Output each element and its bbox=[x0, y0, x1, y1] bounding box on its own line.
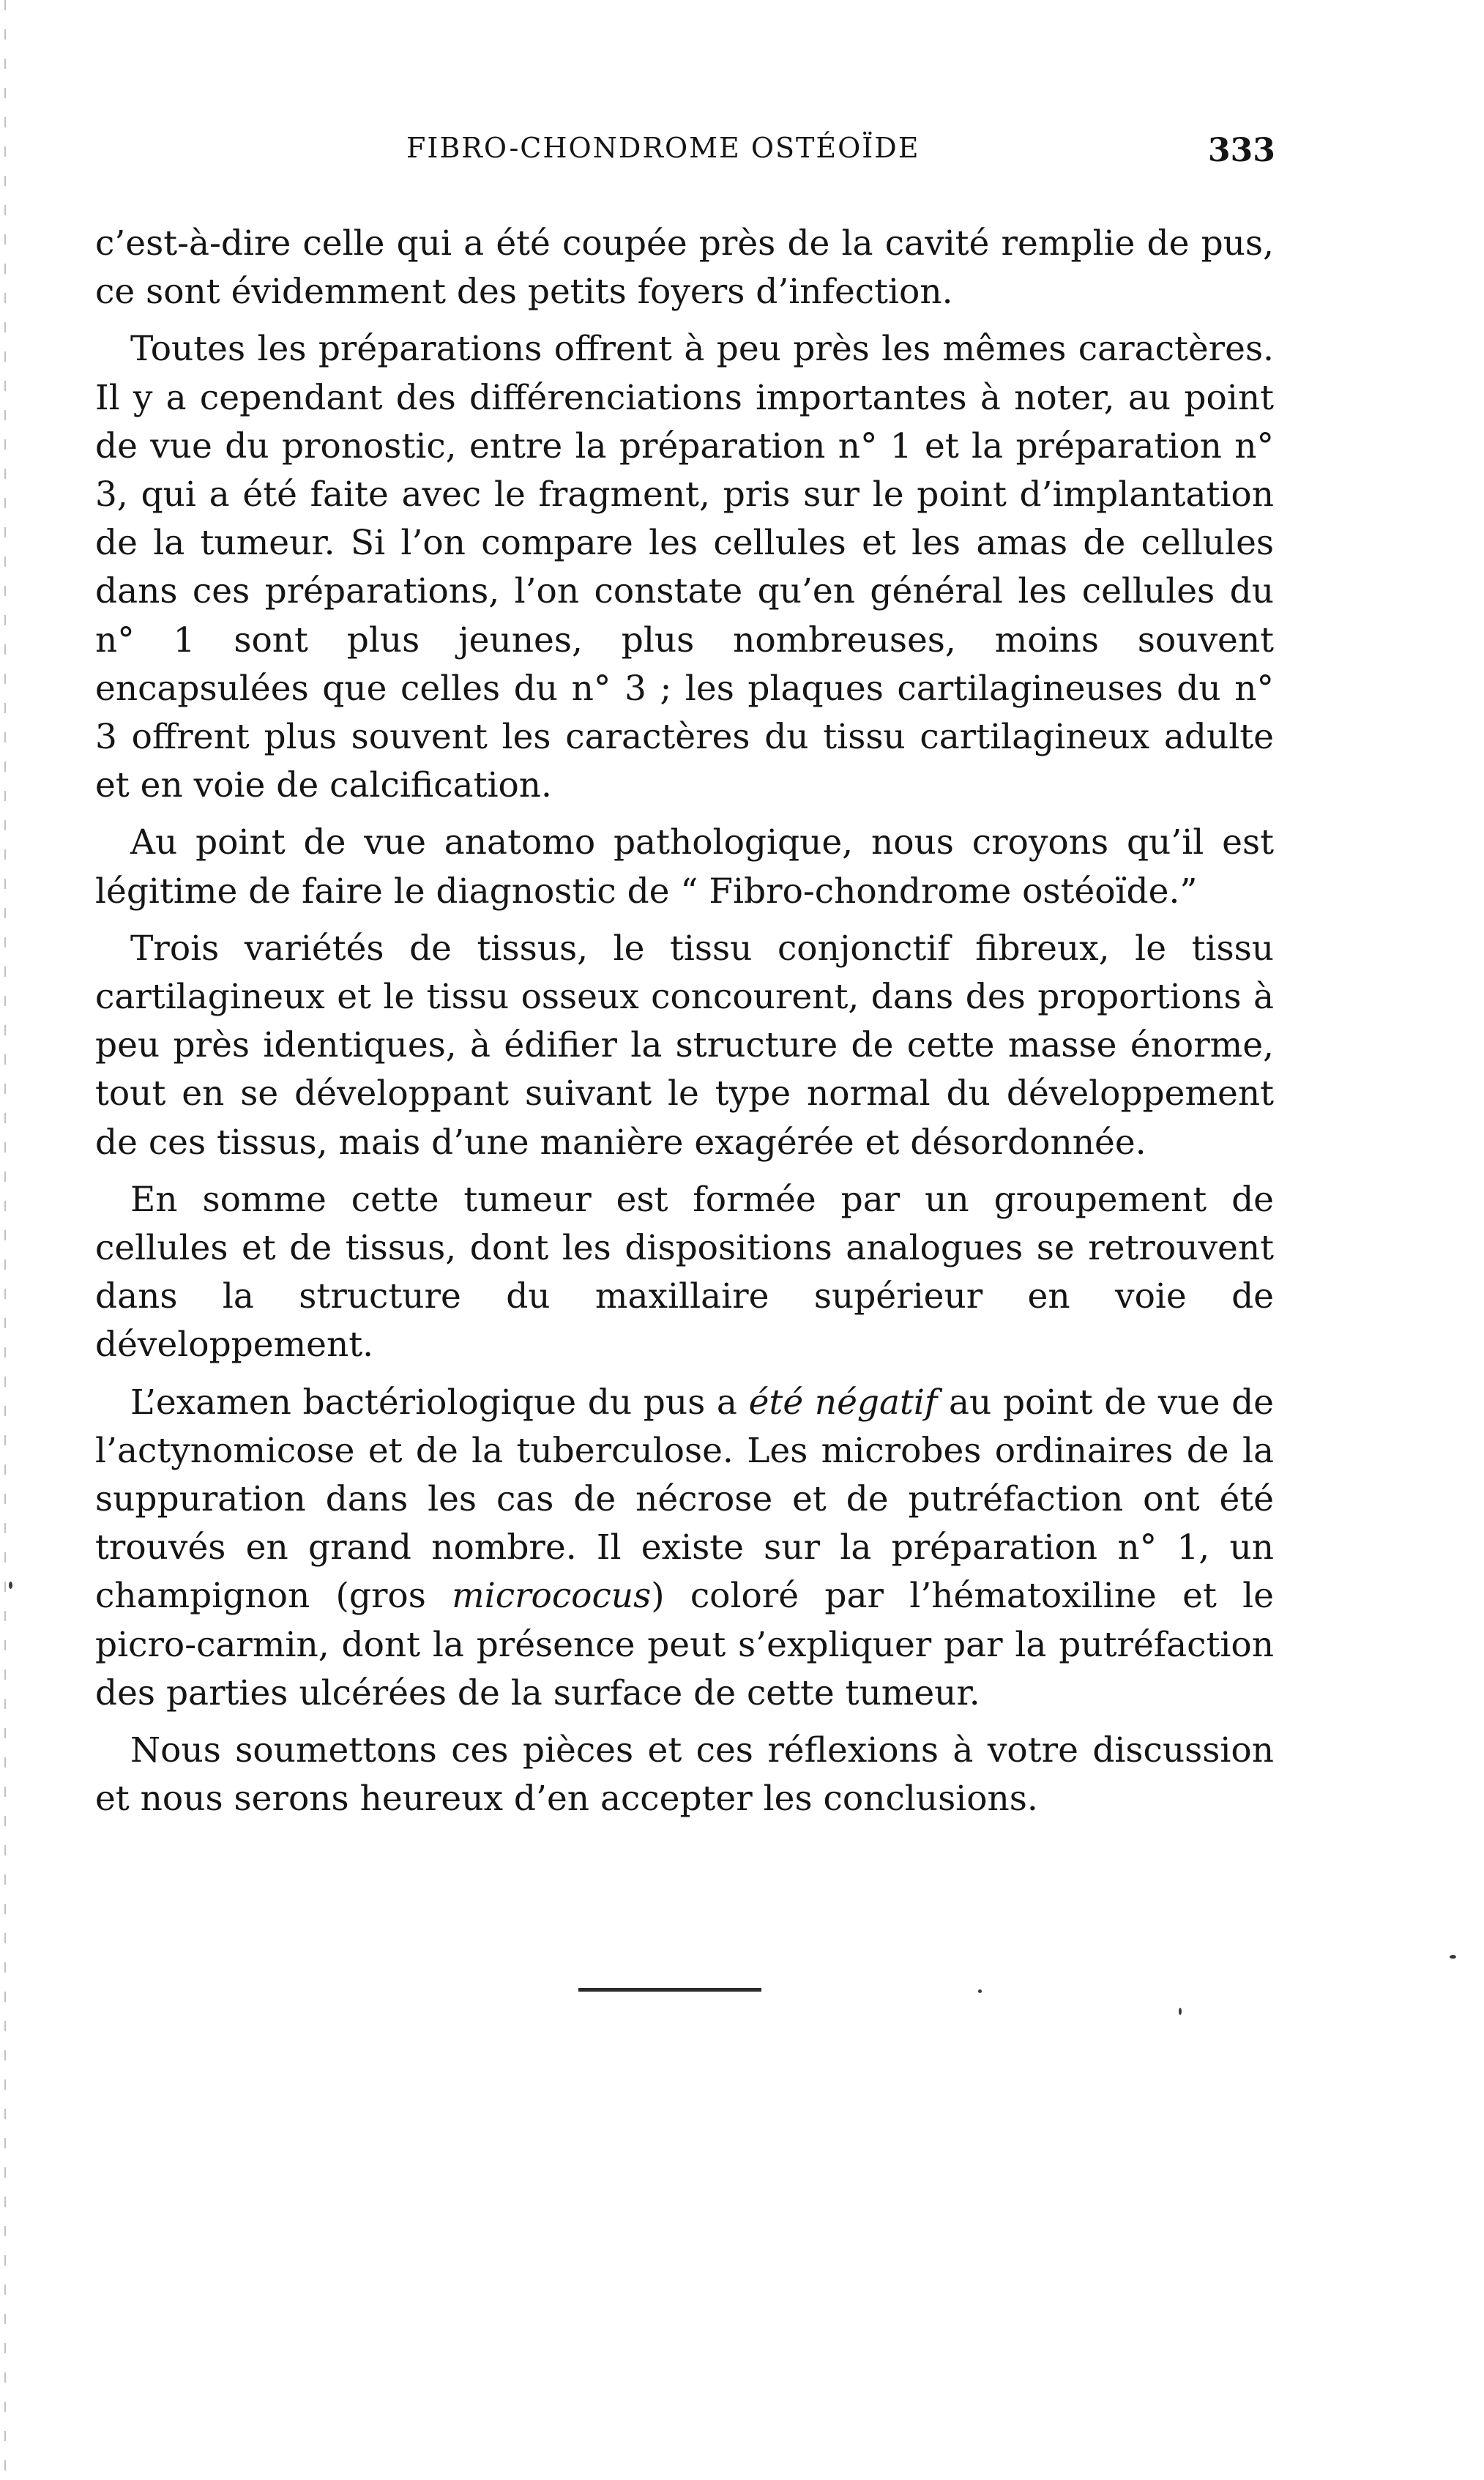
paragraph-6-italic-2: micrococus bbox=[452, 1576, 652, 1617]
paragraph-5: En somme cette tumeur est formée par un groupement de cellules et de tissus, dont les dispositions analogues se retrouvent dans la structure du maxillaire supérieur en voie de développement. bbox=[95, 1179, 1274, 1366]
paragraph-6-italic-1: été négatif bbox=[748, 1382, 938, 1423]
ink-speck bbox=[978, 1989, 982, 1993]
paragraph-6-part-1: L’examen bactériologique du pus a bbox=[130, 1382, 749, 1423]
page-number: 333 bbox=[1208, 132, 1275, 169]
paragraph-2: Toutes les préparations offrent à peu près les mêmes caractères. Il y a cependant des différenciations importantes à noter, au point de vue du pronostic, entre la préparation n° 1 et la préparation n° 3, qui a été faite avec le fragment, pris sur le point d’implantation de la tumeur. Si l’on compare les cellules et les amas de cellules dans ces préparations, l’on constate qu’en général les cellules du n° 1 sont plus jeunes, plus nombreuses, moins souvent encapsulées que celles du n° 3 ; les plaques cartilagineuses du n° 3 offrent plus souvent les caractères du tissu cartilagineux adulte et en voie de calcification. bbox=[95, 329, 1274, 806]
ink-speck bbox=[9, 1582, 12, 1589]
paragraph-6 bbox=[95, 1379, 1274, 1718]
paragraph-6-part-2: au point de vue de l’actynomicose et de la tuberculose. Les microbes ordinaires de la suppuration dans les cas de nécrose et de putréfaction ont été trouvés en grand nombre. Il existe sur la préparation n° 1, un champignon (gros bbox=[95, 1382, 1274, 1617]
paragraph-4: Trois variétés de tissus, le tissu conjonctif fibreux, le tissu cartilagineux et le tissu osseux concourent, dans des proportions à peu près identiques, à édifier la structure de cette masse énorme, tout en se développant suivant le type normal du développement de ces tissus, mais d’une manière exagérée et désordonnée. bbox=[95, 928, 1274, 1163]
scan-edge-artifact bbox=[4, 0, 6, 2480]
end-rule bbox=[578, 1988, 761, 1992]
paragraph-3: Au point de vue anatomo pathologique, nous croyons qu’il est légitime de faire le diagnostic de “ Fibro-chondrome ostéoïde.” bbox=[95, 822, 1274, 912]
paragraph-7: Nous soumettons ces pièces et ces réflexions à votre discussion et nous serons heureux d’en accepter les conclusions. bbox=[95, 1730, 1274, 1820]
ink-speck bbox=[1450, 1955, 1456, 1959]
body-text bbox=[95, 220, 1274, 1824]
running-head bbox=[0, 132, 1484, 183]
paragraph-1: c’est-à-dire celle qui a été coupée près de la cavité remplie de pus, ce sont évidemment des petits foyers d’infection. bbox=[95, 223, 1274, 313]
paragraph-6-part-3: ) coloré par l’hématoxiline et le picro-carmin, dont la présence peut s’expliquer par la putréfaction des parties ulcérées de la surface de cette tumeur. bbox=[95, 1576, 1274, 1713]
ink-speck bbox=[1179, 2008, 1182, 2015]
running-title: FIBRO-CHONDROME OSTÉOÏDE bbox=[406, 132, 920, 164]
